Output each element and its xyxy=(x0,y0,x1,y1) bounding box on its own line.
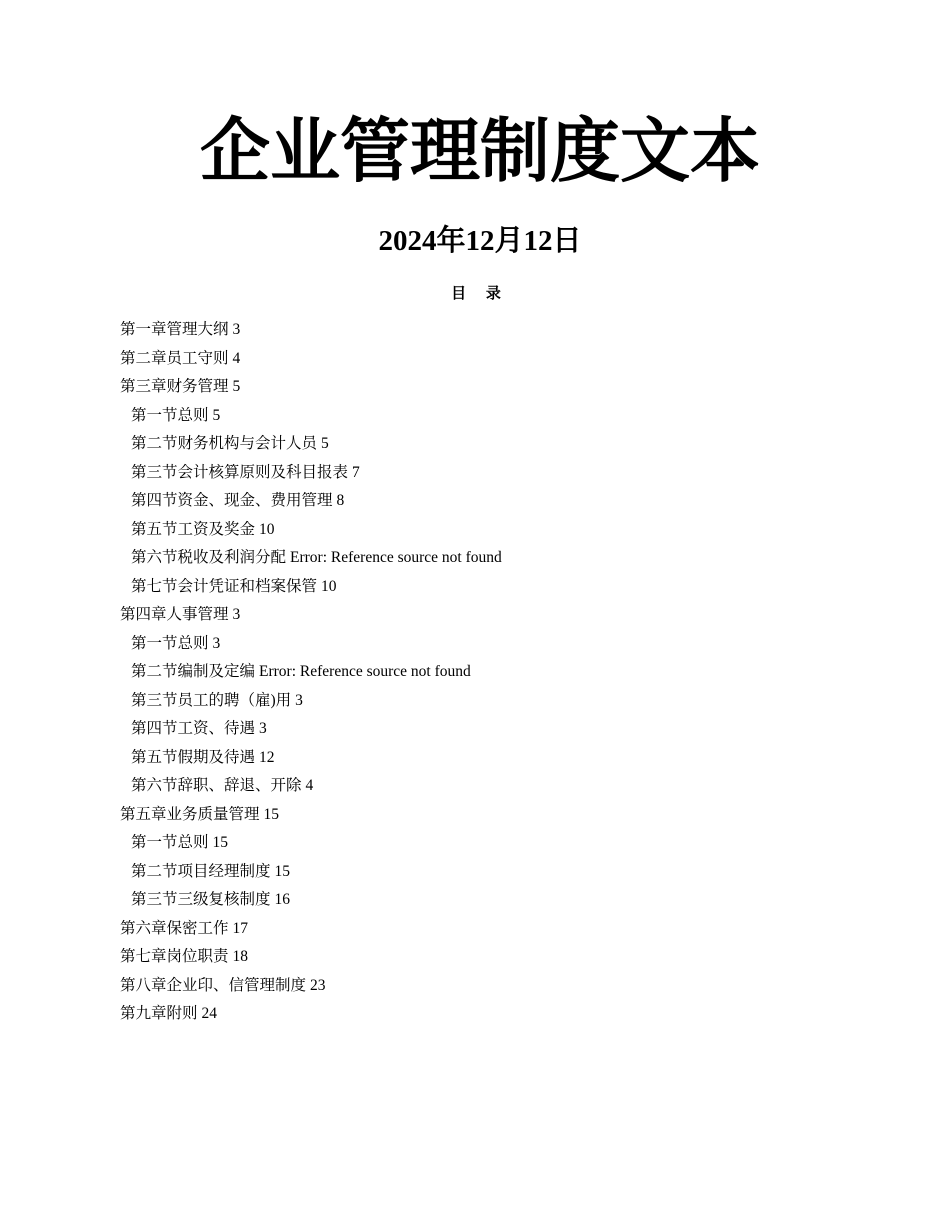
toc-entry-page: Error: Reference source not found xyxy=(290,549,502,566)
toc-entry-page: 15 xyxy=(212,834,229,851)
toc-entry-title: 第一章管理大纲 xyxy=(120,321,229,338)
toc-entry-page: 3 xyxy=(232,606,241,623)
toc-entry-title: 第五节假期及待遇 xyxy=(131,748,256,766)
toc-entry-title: 第八章企业印、信管理制度 xyxy=(120,976,307,994)
toc-entry-title: 第一节总则 xyxy=(131,834,209,851)
toc-entry[interactable] xyxy=(120,430,880,459)
toc-entry-page: 5 xyxy=(321,435,329,452)
toc-entry-page: 23 xyxy=(310,976,326,994)
toc-entry[interactable] xyxy=(120,373,880,402)
toc-entry[interactable] xyxy=(120,972,880,1001)
toc-heading: 目 录 xyxy=(451,286,509,302)
toc-entry-title: 第一节总则 xyxy=(131,634,209,652)
toc-entry-title: 第四节工资、待遇 xyxy=(131,720,256,737)
toc-entry-page: 16 xyxy=(274,891,291,908)
toc-entry[interactable] xyxy=(120,801,880,830)
toc-entry-page: 3 xyxy=(295,691,303,709)
toc-entry-page: 10 xyxy=(259,520,275,538)
toc-entry-title: 第二节财务机构与会计人员 xyxy=(131,435,318,452)
toc-entry[interactable] xyxy=(120,658,880,687)
toc-entry-page: 15 xyxy=(263,805,280,823)
toc-entry-title: 第五章业务质量管理 xyxy=(120,805,260,823)
toc-entry[interactable] xyxy=(120,459,880,488)
toc-entry-title: 第五节工资及奖金 xyxy=(131,520,256,538)
toc-entry[interactable] xyxy=(120,345,880,374)
toc-entry-page: Error: Reference source not found xyxy=(259,663,471,680)
toc-entry[interactable] xyxy=(120,687,880,716)
toc-entry-title: 第九章附则 xyxy=(120,1005,198,1022)
toc-entry-title: 第三节员工的聘（雇)用 xyxy=(131,691,292,709)
table-of-contents xyxy=(120,316,880,1029)
toc-entry-title: 第二节编制及定编 xyxy=(131,663,256,680)
toc-entry[interactable] xyxy=(120,544,880,573)
toc-entry-page: 15 xyxy=(274,862,291,880)
toc-entry-title: 第三节三级复核制度 xyxy=(131,891,271,908)
toc-entry[interactable] xyxy=(120,601,880,630)
toc-entry[interactable] xyxy=(120,402,880,431)
document-date: 2024年12月12日 xyxy=(378,225,582,257)
toc-entry-page: 17 xyxy=(232,919,249,937)
toc-entry-page: 8 xyxy=(336,492,345,509)
toc-entry-title: 第三章财务管理 xyxy=(120,378,229,395)
toc-entry-page: 5 xyxy=(232,378,241,395)
toc-entry[interactable] xyxy=(120,630,880,659)
toc-entry-page: 18 xyxy=(232,948,249,965)
toc-entry-page: 5 xyxy=(212,406,221,424)
toc-entry-page: 10 xyxy=(321,577,337,595)
toc-entry-title: 第二节项目经理制度 xyxy=(131,862,271,880)
toc-entry-title: 第二章员工守则 xyxy=(120,349,229,367)
toc-entry-title: 第四节资金、现金、费用管理 xyxy=(131,492,333,509)
toc-entry-page: 7 xyxy=(352,463,360,481)
toc-entry-title: 第七节会计凭证和档案保管 xyxy=(131,577,318,595)
toc-entry[interactable] xyxy=(120,744,880,773)
toc-entry[interactable] xyxy=(120,1000,880,1029)
toc-entry-page: 4 xyxy=(305,777,314,794)
toc-entry[interactable] xyxy=(120,858,880,887)
toc-entry[interactable] xyxy=(120,715,880,744)
toc-entry-page: 3 xyxy=(212,634,221,652)
toc-entry-title: 第七章岗位职责 xyxy=(120,948,229,965)
toc-entry[interactable] xyxy=(120,886,880,915)
toc-entry[interactable] xyxy=(120,943,880,972)
toc-entry[interactable] xyxy=(120,487,880,516)
toc-entry-title: 第一节总则 xyxy=(131,406,209,424)
toc-entry-title: 第四章人事管理 xyxy=(120,606,229,623)
toc-entry-page: 12 xyxy=(259,748,275,766)
toc-entry-title: 第六节辞职、辞退、开除 xyxy=(131,777,302,794)
toc-entry[interactable] xyxy=(120,316,880,345)
toc-entry[interactable] xyxy=(120,516,880,545)
toc-entry-page: 3 xyxy=(232,321,241,338)
toc-entry-page: 4 xyxy=(232,349,241,367)
toc-entry[interactable] xyxy=(120,829,880,858)
document-title: 企业管理制度文本 xyxy=(200,114,760,191)
toc-entry-title: 第六章保密工作 xyxy=(120,919,229,937)
toc-entry[interactable] xyxy=(120,915,880,944)
toc-entry[interactable] xyxy=(120,772,880,801)
toc-entry-page: 3 xyxy=(259,720,267,737)
toc-entry-title: 第六节税收及利润分配 xyxy=(131,549,287,566)
toc-entry-page: 24 xyxy=(201,1005,218,1022)
toc-entry[interactable] xyxy=(120,573,880,602)
toc-entry-title: 第三节会计核算原则及科目报表 xyxy=(131,463,349,481)
